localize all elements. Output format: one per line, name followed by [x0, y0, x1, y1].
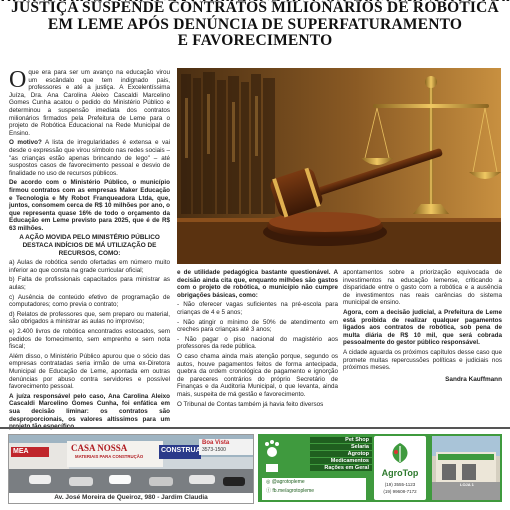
- col2-p2: O caso chama ainda mais atenção porque, segundo os autos, houve pagamentos feitos de forma antecipada, quebra da ordem cronológica de pagamento e ignorção de pareceres contrários do próprio Secretário de Finanças e da Auditoria Municipal, o que levanta, ainda mais, suspeita de má gestão e favorecimento.: [177, 352, 338, 398]
- col1-item-a: a) Aulas de robótica sendo ofertadas em número muito inferior ao que consta na grade curricular oficial;: [9, 259, 170, 274]
- service-item: Agrotop: [310, 451, 372, 457]
- ad-agrotop[interactable]: [258, 434, 502, 502]
- gavel-photo: [177, 68, 501, 264]
- col1-p4: Além disso, o Ministério Público apurou que o sócio das empresas contratadas seria irmão de uma ex-Diretora Municipal de Educação de Leme, apontada em outras denúncias por abuso contra servidores e possível favorecimento pessoal.: [9, 352, 170, 391]
- col1-p2-lead: O motivo?: [9, 139, 42, 147]
- service-item: Medicamentos: [310, 458, 372, 464]
- col1-item-c: c) Ausência de conteúdo efetivo de programação de computadores; como previa o contrato;: [9, 293, 170, 309]
- headline: [0, 0, 510, 50]
- phone-1: (19) 3555-1123: [384, 482, 416, 487]
- gavel-scales-illustration: [177, 68, 501, 264]
- col1-p1: que era para ser um avanço na educação virou um escândalo que tem indignado pais, professores e até a justiça. A Excelentíssima Juíza, Dra. Ana Carolina Aleixo Cascaldi Marcelino Gomes Cunha acatou o pedido do Ministério Público e determinou a suspensão imediata dos contratos milionários firmados pela Prefeitura de Leme para o projeto de Robótica Educacional na Rede Municipal de Ensino.: [9, 69, 170, 137]
- service-item: Rações em Geral: [310, 465, 372, 471]
- phone-2: (19) 99608-7172: [383, 489, 417, 494]
- agrotop-brand: AgroTop: [381, 468, 419, 478]
- section-divider: [0, 427, 510, 429]
- facebook-icon: ⓕ: [266, 488, 273, 494]
- col2-list-1: - Não oferecer vagas suficientes na pré-escola para crianças de 4 e 5 anos;: [177, 301, 338, 316]
- sign-boa-vista: Boa Vista: [202, 440, 230, 446]
- instagram-icon: ◎: [266, 479, 272, 485]
- dropcap: O: [9, 67, 27, 93]
- col2-list-2: - Não atingir o mínimo de 50% de atendimento em creches para crianças até 3 anos;: [177, 318, 338, 334]
- agrotop-logo-box: [374, 436, 426, 500]
- social-box: [262, 478, 366, 500]
- facebook-text: fb.me/agrotopleme: [272, 488, 315, 494]
- headline-line-3: E FAVORECIMENTO: [177, 32, 333, 49]
- facebook-link[interactable]: [262, 486, 366, 495]
- byline: Sandra Kauffmann: [445, 375, 502, 383]
- col1-p5: A juíza responsável pelo caso, Ana Carolina Aleixo Cascaldi Marcelino Gomes Cunha, foi enfática em sua decisão liminar: os contratos são desproporcionais, os valores altíssimos para um: [9, 392, 170, 423]
- col1-subheading: A AÇÃO MOVIDA PELO MINISTÉRIO PÚBLICO DESTACA INDÍCIOS DE MÁ UTILIZAÇÃO DE RECURSOS, COMO:: [19, 234, 160, 257]
- col1-p2: A lista de irregularidades é extensa e vai desde o expressão que virou símbolo nas redes sociais – "as crianças estão apenas brincando de lego" – até suspostos casos de favorecimento pessoal e desvio de finalidade no uso de recursos públicos.: [9, 139, 171, 177]
- col3-p3: A cidade aguarda os próximos capítulos desse caso que promete muitas repercussões políticas e judiciais nos próximos meses.: [343, 348, 502, 372]
- sign-phone: 3573-1500: [202, 447, 226, 453]
- service-item: Selaria: [310, 444, 372, 450]
- store-address: Av. José Moreira de Queiroz, 980 - Jardim Claudia: [9, 493, 253, 503]
- col3-p1: apontamentos sobre a priorização equivocada de investimentos na educação lemense, criticando a disparidade entre o gasto com a robótica e a ausência de investimentos nas reais carências do sistema municipal de ensino.: [343, 269, 502, 307]
- instagram-text: @agrotopleme: [271, 479, 305, 485]
- leaf-logo-icon: [388, 442, 412, 464]
- col1-p3: De acordo com o Ministério Público, o município firmou contratos com as empresas Maker Educação e Tecnologia e My Robot Franqueadora Ltda, que, juntos, consomem cerca de R$ 10 milhões por ano, o que representa quase 16% de todo o orçamento da Educação em Leme previsto para 2025, que é de R$ 63 milhões.: [9, 179, 170, 232]
- store-photo: [432, 436, 500, 500]
- col2-list-3: - Não pagar o piso nacional do magistério aos professores da rede pública.: [177, 335, 338, 351]
- article-column-1: [9, 69, 170, 433]
- col1-item-d: d) Relatos de professores que, sem preparo ou material, são obrigados a ministrar as aulas no improviso;: [9, 310, 170, 326]
- col1-item-b: b) Falta de profissionais capacitados para ministrar as aulas;: [9, 276, 170, 292]
- sign-casa-nossa: CASA NOSSA: [71, 443, 128, 453]
- instagram-handle[interactable]: [262, 478, 366, 486]
- ad-casa-nossa[interactable]: [8, 434, 254, 504]
- col3-p2: Agora, com a decisão judicial, a Prefeitura de Leme está proibida de realizar qualquer pagamentos ligados aos contratos de robótica, sob pena de multa diária de R$ 10 mil, que será cobrada pessoalmente do gestor público responsável.: [343, 308, 502, 347]
- col2-p3: O Tribunal de Contas também já havia feito diversos: [177, 400, 324, 408]
- service-item: Pet Shop: [310, 437, 372, 443]
- paw-icon: [264, 438, 280, 478]
- sign-mea: MEA: [13, 448, 29, 455]
- col1-item-e: e) 2.400 livros de robótica encontrados estocados, sem pedidos de fornecimento, sem emprenho e sem nota fiscal;: [9, 328, 170, 351]
- article-column-2: [177, 269, 338, 410]
- headline-cut-line: [0, 0, 510, 1]
- sign-construa: CONSTRUA: [161, 447, 201, 454]
- headline-line-1: JUSTIÇA SUSPENDE CONTRATOS MILIONÁRIOS DE ROBÓTICA: [11, 0, 499, 16]
- article-column-3: [343, 269, 502, 383]
- store-label: LOJA 1: [460, 482, 474, 487]
- sign-casa-nossa-sub: MATERIAIS PARA CONSTRUÇÃO: [75, 454, 144, 459]
- services-list: [310, 437, 372, 471]
- headline-line-2: EM LEME APÓS DENÚNCIA DE SUPERFATURAMENTO: [47, 15, 463, 33]
- col2-p1: e de utilidade pedagógica bastante questionável. A decisão ainda cita que, enquanto milhões são gastos com o projeto de robótica, o município não cumpre obrigações básicas, como:: [177, 269, 338, 299]
